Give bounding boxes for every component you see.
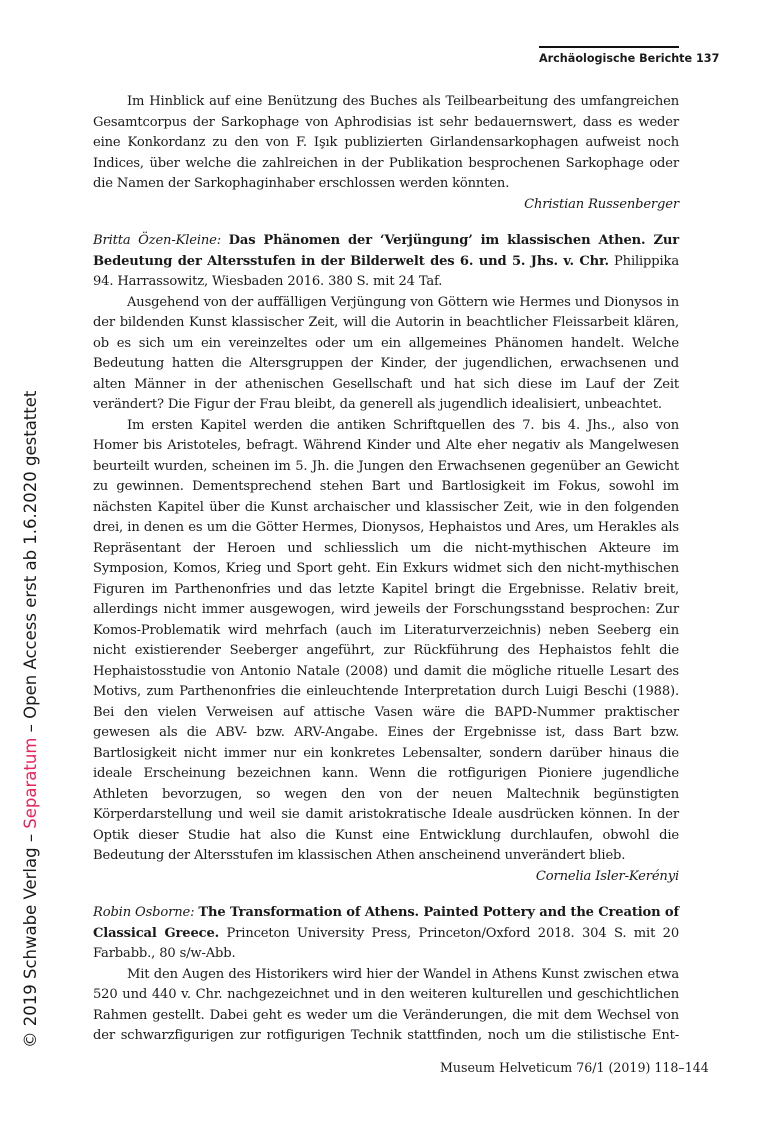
book-author: Robin Osborne: xyxy=(93,905,195,920)
copyright-sidebar xyxy=(21,391,40,1048)
body-paragraph: Im Hinblick auf eine Benützung des Buches als Teilbearbeitung des umfangreichen Gesamtcorpus der Sarkophage von Aphrodisias ist sehr bedauernswert, dass es weder eine Konkordanz zu den von F. Işık publizierten Girlandensarkophagen aufweist noch Indices, über welche die zahlreichen in der Publikation besprochenen Sarkophage oder die Namen der Sarkophaginhaber erschlossen werden könnten. xyxy=(93,94,679,191)
publication-details: Philippika 94. Harrassowitz, Wiesbaden 2016. 380 S. mit 24 Taf. xyxy=(93,253,679,289)
book-author: Britta Özen-Kleine: xyxy=(93,233,222,248)
running-header xyxy=(539,46,720,65)
review-entry xyxy=(93,903,679,1047)
review-entry xyxy=(93,231,679,887)
page-number: 137 xyxy=(696,52,720,65)
publication-details: Princeton University Press, Princeton/Oxford 2018. 304 S. mit 20 Farbabb., 80 s/w-Abb. xyxy=(93,925,680,961)
reviewer-signature: Christian Russenberger xyxy=(524,196,679,212)
book-title: Das Phänomen der ‘Verjüngung’ im klassischen Athen. Zur Bedeutung der Altersstufen in der Bilderwelt des 6. und 5. Jhs. v. Chr. xyxy=(93,233,679,269)
section-title: Archäologische Berichte xyxy=(539,52,693,65)
review-continued xyxy=(93,92,679,215)
book-title: The Transformation of Athens. Painted Pottery and the Creation of Classical Greece. xyxy=(93,905,679,941)
copyright-prefix: © 2019 Schwabe Verlag – xyxy=(21,828,40,1048)
bibliographic-entry xyxy=(93,903,679,965)
bibliographic-entry xyxy=(93,231,679,293)
separatum-label: Separatum xyxy=(21,737,40,829)
journal-citation: Museum Helveticum 76/1 (2019) 118–144 xyxy=(440,1060,709,1075)
page-body xyxy=(93,92,679,1047)
copyright-suffix: – Open Access erst ab 1.6.2020 gestattet xyxy=(21,390,40,738)
body-paragraph: Ausgehend von der auffälligen Verjüngung von Göttern wie Hermes und Dionysos in der bildenden Kunst klassischer Zeit, will die Autorin in beachtlicher Fleissarbeit klären, ob es sich um ein vereinzeltes oder um ein allgemeines Phänomen handelt. Welche Bedeutung hatten die Altersgruppen der Kinder, der jugendlichen, erwachsenen und alten Männer in der athenischen Gesellschaft und hat sich diese im Lauf der Zeit verändert? Die Figur der Frau bleibt, da generell als jugendlich idealisiert, unbeachtet. xyxy=(93,294,679,412)
reviewer-signature: Cornelia Isler-Kerényi xyxy=(535,868,679,884)
body-paragraph: Im ersten Kapitel werden die antiken Schriftquellen des 7. bis 4. Jhs., also von Homer bis Aristoteles, befragt. Während Kinder und Alte eher negativ als Mangelwesen beurteilt wurden, scheinen im 5. Jh. die Jungen den Erwachsenen gegenüber an Gewicht zu gewinnen. Dementsprechend stehen Bart und Bartlosigkeit im Fokus, sowohl im nächsten Kapitel über die Kunst archaischer und klassischer Zeit, wie in den folgenden drei, in denen es um die Götter Hermes, Dionysos, Hephaistos und Ares, um Herakles als Repräsentant der Heroen und schliesslich um die nicht-mythischen Akteure im Symposion, Komos, Krieg und Sport geht. Ein Exkurs widmet sich den nicht-mythischen Figuren im Parthenonfries und das letzte Kapitel bringt die Ergebnisse. Relativ breit, allerdings nicht immer ausgewogen, wird jeweils der Forschungsstand besprochen: Zur Komos-Problematik wird mehrfach (auch im Literaturverzeichnis) neben Seeberg ein nicht existierender Seeberger angeführt, zur Rückführung des Hephaistos fehlt die Hephaistosstudie von Antonio Natale (2008) und damit die mögliche rituelle Lesart des Motivs, zum Parthenonfries die einleuchtende Interpretation durch Luigi Beschi (1988). Bei den vielen Verweisen auf attische Vasen wäre die BAPD-Nummer praktischer gewesen als die ABV- bzw. ARV-Angabe. Eines der Ergebnisse ist, dass Bart bzw. Bartlosigkeit nicht immer nur ein konkretes Lebensalter, sondern darüber hinaus die ideale Erscheinung bezeichnen kann. Wenn die rotfigurigen Pioniere jugendliche Athleten bevorzugen, so wegen den von der neuen Maltechnik begünstigten Körperdarstellung und weil sie damit aristokratische Ideale ausdrücken können. In der Optik dieser Studie hat also die Kunst eine Entwicklung durchlaufen, obwohl die Bedeutung der Altersstufen im klassischen Athen anscheinend unverändert blieb. xyxy=(93,417,679,863)
header-rule xyxy=(539,46,679,48)
body-paragraph: Mit den Augen des Historikers wird hier der Wandel in Athens Kunst zwischen etwa 520 und 440 v. Chr. nachgezeichnet und in den weiteren kulturellen und geschichtlichen Rahmen gestellt. Dabei geht es weder um die Veränderungen, die mit dem Wechsel von der schwarzfigurigen zur rotfigurigen Technik stattfinden, noch um die stilistische Ent- xyxy=(93,966,679,1043)
